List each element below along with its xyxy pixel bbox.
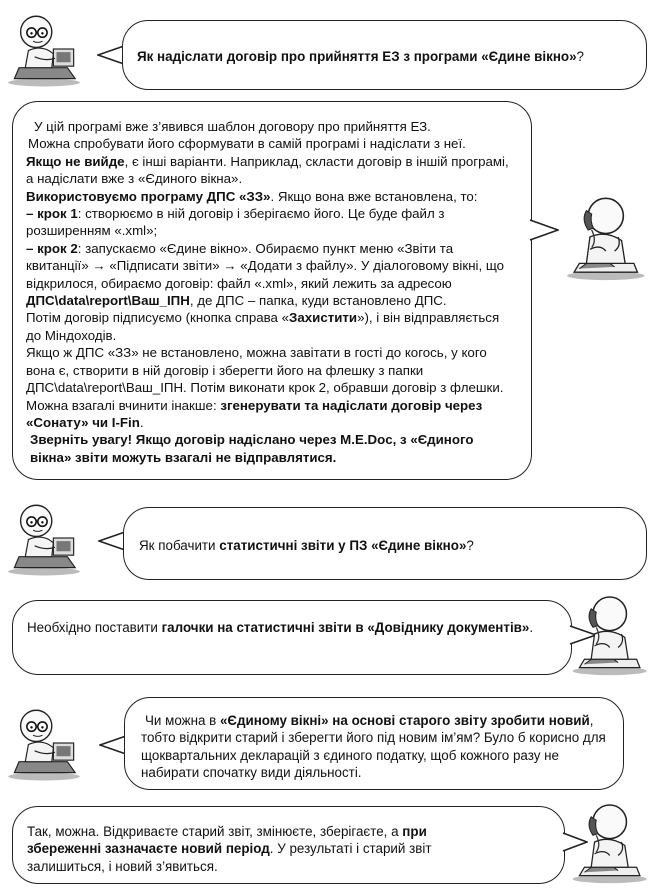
answerer-figure-icon xyxy=(560,192,648,282)
bubble-tail xyxy=(99,734,127,756)
bubble-tail xyxy=(98,530,126,552)
questioner-figure-icon xyxy=(5,494,83,582)
answer-line-1: У цій програмі вже з’явився шаблон договору про прийняття ЕЗ. xyxy=(34,119,431,134)
bubble-tail xyxy=(529,218,559,242)
answerer-figure-icon xyxy=(566,590,650,678)
answer-line-2: Можна спробувати його сформувати в самій програмі і надіслати з неї. xyxy=(28,136,466,152)
bubble-tail xyxy=(97,44,125,66)
answer-text-2: Необхідно поставити галочки на статистичні звіти в «Довіднику документів». xyxy=(27,620,534,635)
question-text-3: Чи можна в «Єдиному вікні» на основі старого звіту зробити новий, тобто відкрити старий і зберегти його під новим ім’ям? Було б корисно для щоквартальних декларацій з єдиного податку, щоб кожного разу не набирати спочатку види діяльності. xyxy=(141,713,606,781)
question-text-1: Як надіслати договір про прийняття ЕЗ з програми «Єдине вікно»? xyxy=(137,49,584,64)
question-bubble-1 xyxy=(122,20,647,90)
answer-bubble-3 xyxy=(12,806,565,884)
answer-note: Зверніть увагу! Якщо договір надіслано через M.E.Doc, з «Єдиного вікна» звіти можуть взагалі не відправлятися. xyxy=(30,432,474,465)
answer-bubble-1 xyxy=(12,101,532,480)
question-bubble-3 xyxy=(124,697,624,790)
questioner-figure-icon xyxy=(5,5,83,93)
question-bubble-2 xyxy=(123,507,647,580)
questioner-figure-icon xyxy=(5,699,83,787)
answerer-figure-icon xyxy=(566,796,650,888)
answer-text-3: Так, можна. Відкриваєте старий звіт, змінюєте, зберігаєте, а при збереженні зазначаєте новий період. У результаті і старий звіт залишиться, і новий з’явиться. xyxy=(27,824,432,874)
answer-bubble-2 xyxy=(12,600,572,675)
answer-alt-1: Якщо ж ДПС «ЗЗ» не встановлено, можна завітати в гості до когось, у кого вона є, створити в ній договір і зберегти його на флешку з папки ДПС\data\report\Ваш_ІПН. Потім виконати крок 2, обравши договір з флешки. xyxy=(26,345,504,396)
answer-text-1: У цій програмі вже з’явився шаблон договору про прийняття ЕЗ. Можна спробувати його сформувати в самій програмі і надіслати з неї. Якщо не вийде, є інші варіанти. Наприклад, скласти договір в іншій програмі, а надіслати вже з «Єдиного вікна». Використовуємо програму ДПС «ЗЗ». Якщо вона вже встановлена, то: – крок 1: створюємо в ній договір і зберігаємо його. Це буде файл з розширенням «.xml»; – крок 2: запускаємо «Єдине вікно». Обираємо пункт меню «Звіти та квитанції» → «Підписати звіти» → «Додати з файлу». У діалоговому вікні, що відкрилося, обираємо договір: файл «.xml», який лежить за адресою ДПС\data\report\Ваш_ІПН, де ДПС – папка, куди встановлено ДПС. Потім договір підписуємо (кнопка справа «Захистити»), і він відправляється до Міндоходів. Якщо ж ДПС «ЗЗ» не встановлено, можна завітати в гості до когось, у кого вона є, створити в ній договір і зберегти його на флешку з папки ДПС\data\report\Ваш_ІПН. Потім виконати крок 2, обравши договір з флешки. Можна взагалі вчинити інакше: згенерувати та надіслати договір через «Сонату» чи I-Fin. Зверніть увагу! Якщо договір надіслано через M.E.Doc, з «Єдиного вікна» звіти можуть взагалі не відправлятися. xyxy=(26,118,517,466)
question-text-2: Як побачити статистичні звіти у ПЗ «Єдине вікно»? xyxy=(139,538,474,553)
